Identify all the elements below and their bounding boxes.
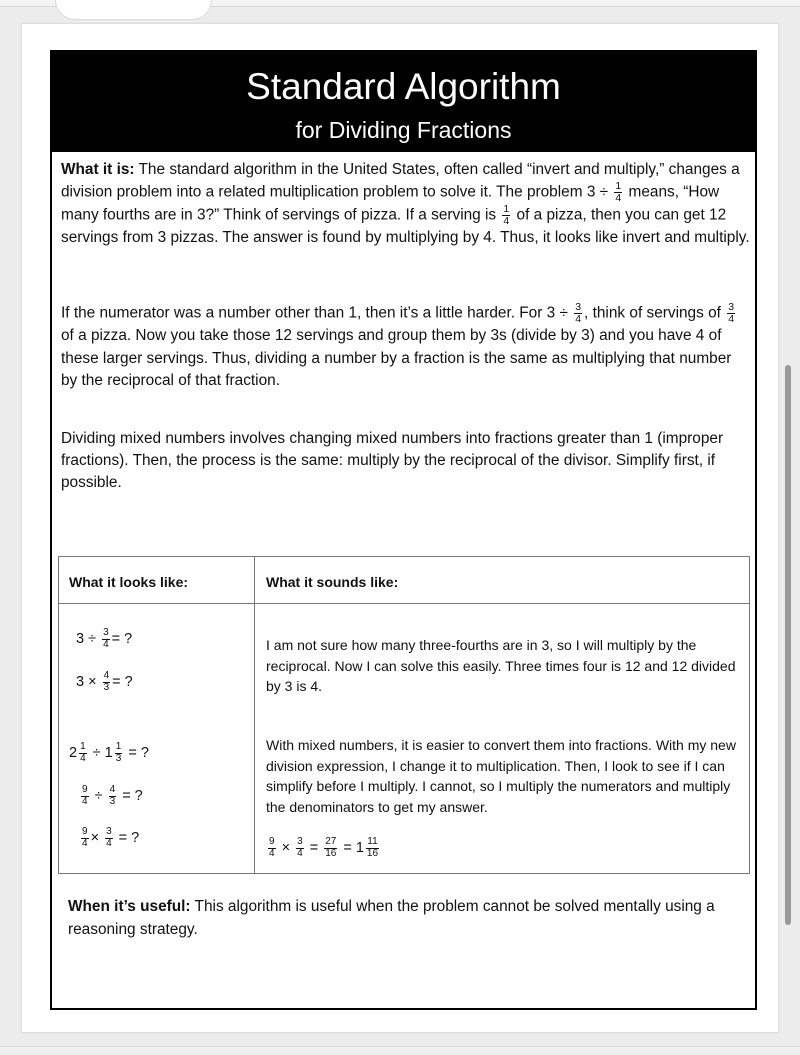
when-useful-paragraph — [68, 895, 738, 941]
document-page — [50, 50, 757, 1010]
what-it-is-paragraph — [61, 159, 751, 249]
text-run: of a pizza. Now you take those 12 servings and group them by 3s (divide by 3) and you have 4 of these larger servings. Thus, dividing a number by a fraction is the same as multiplying that number by the reciprocal of that fraction. — [61, 327, 732, 390]
top-tab[interactable] — [55, 0, 212, 20]
math-expression: $\frac{9}{4}$ × $\frac{3}{4}$ = ? — [82, 826, 140, 849]
text-run: , think of servings of — [584, 304, 726, 322]
what-it-is-label: What it is: — [61, 161, 135, 178]
mixed-numbers-paragraph: Dividing mixed numbers involves changing mixed numbers into fractions greater than 1 (improper fractions). Then, the process is the same: multiply by the reciprocal of the divisor. Simplify first, if possible. — [61, 430, 724, 491]
text-run: The standard algorithm in the United States, often called “invert and multiply,” changes a division problem into a related multiplication problem to solve it. The problem 3 ÷ — [61, 161, 740, 201]
title-banner — [52, 52, 755, 152]
fraction: $\frac{1}{4}$ — [503, 203, 510, 227]
text-run: means, “How many fourths are in 3?” Think of servings of pizza. If a serving is — [61, 183, 720, 224]
col-header-looks-like: What it looks like: — [69, 574, 189, 590]
page-subtitle: for Dividing Fractions — [295, 117, 512, 143]
fraction: $\frac{3}{4}$ — [575, 301, 582, 325]
table-divider — [59, 603, 749, 604]
text-run: of a pizza, then you can get 12 servings from 3 pizzas. The answer is found by multiplying by 4. Thus, it looks like invert and multiply. — [61, 206, 750, 246]
page-title: Standard Algorithm — [246, 66, 561, 107]
math-expression: 3 ÷ $\frac{3}{4}$ = ? — [76, 627, 133, 650]
text-run: If the numerator was a number other than 1, then it’s a little harder. For 3 ÷ — [61, 304, 573, 322]
fraction: $\frac{3}{4}$ — [728, 301, 735, 325]
table-divider — [254, 557, 255, 873]
fraction: $\frac{1}{4}$ — [615, 180, 622, 204]
math-expression: 2 $\frac{1}{4}$ ÷ 1 $\frac{1}{3}$ = ? — [69, 741, 149, 764]
examples-table — [58, 556, 750, 874]
scrollbar[interactable] — [785, 365, 791, 925]
when-useful-label: When it’s useful: — [68, 898, 191, 915]
col-header-sounds-like: What it sounds like: — [266, 574, 399, 590]
math-expression: $\frac{9}{4}$ ÷ $\frac{4}{3}$ = ? — [82, 784, 143, 807]
numerator-paragraph — [61, 302, 751, 393]
text-run: This algorithm is useful when the problem cannot be solved mentally using a reasoning strategy. — [68, 898, 715, 938]
math-expression: 3 × $\frac{4}{3}$ = ? — [76, 670, 133, 693]
answer-expression: $\frac{9}{4}$ × $\frac{3}{4}$ = $\frac{27}{16}$ = 1 $\frac{11}{16}$ — [269, 836, 379, 859]
row2-explanation: With mixed numbers, it is easier to convert them into fractions. With my new division expression, I change it to multiplication. Then, I look to see if I can simplify before I multiply. I cannot, so I multiply the numerators and multiply the denominators to get my answer. — [266, 737, 736, 815]
row1-explanation: I am not sure how many three-fourths are in 3, so I will multiply by the reciprocal. Now I can solve this easily. Three times four is 12 and 12 divided by 3 is 4. — [266, 637, 736, 694]
